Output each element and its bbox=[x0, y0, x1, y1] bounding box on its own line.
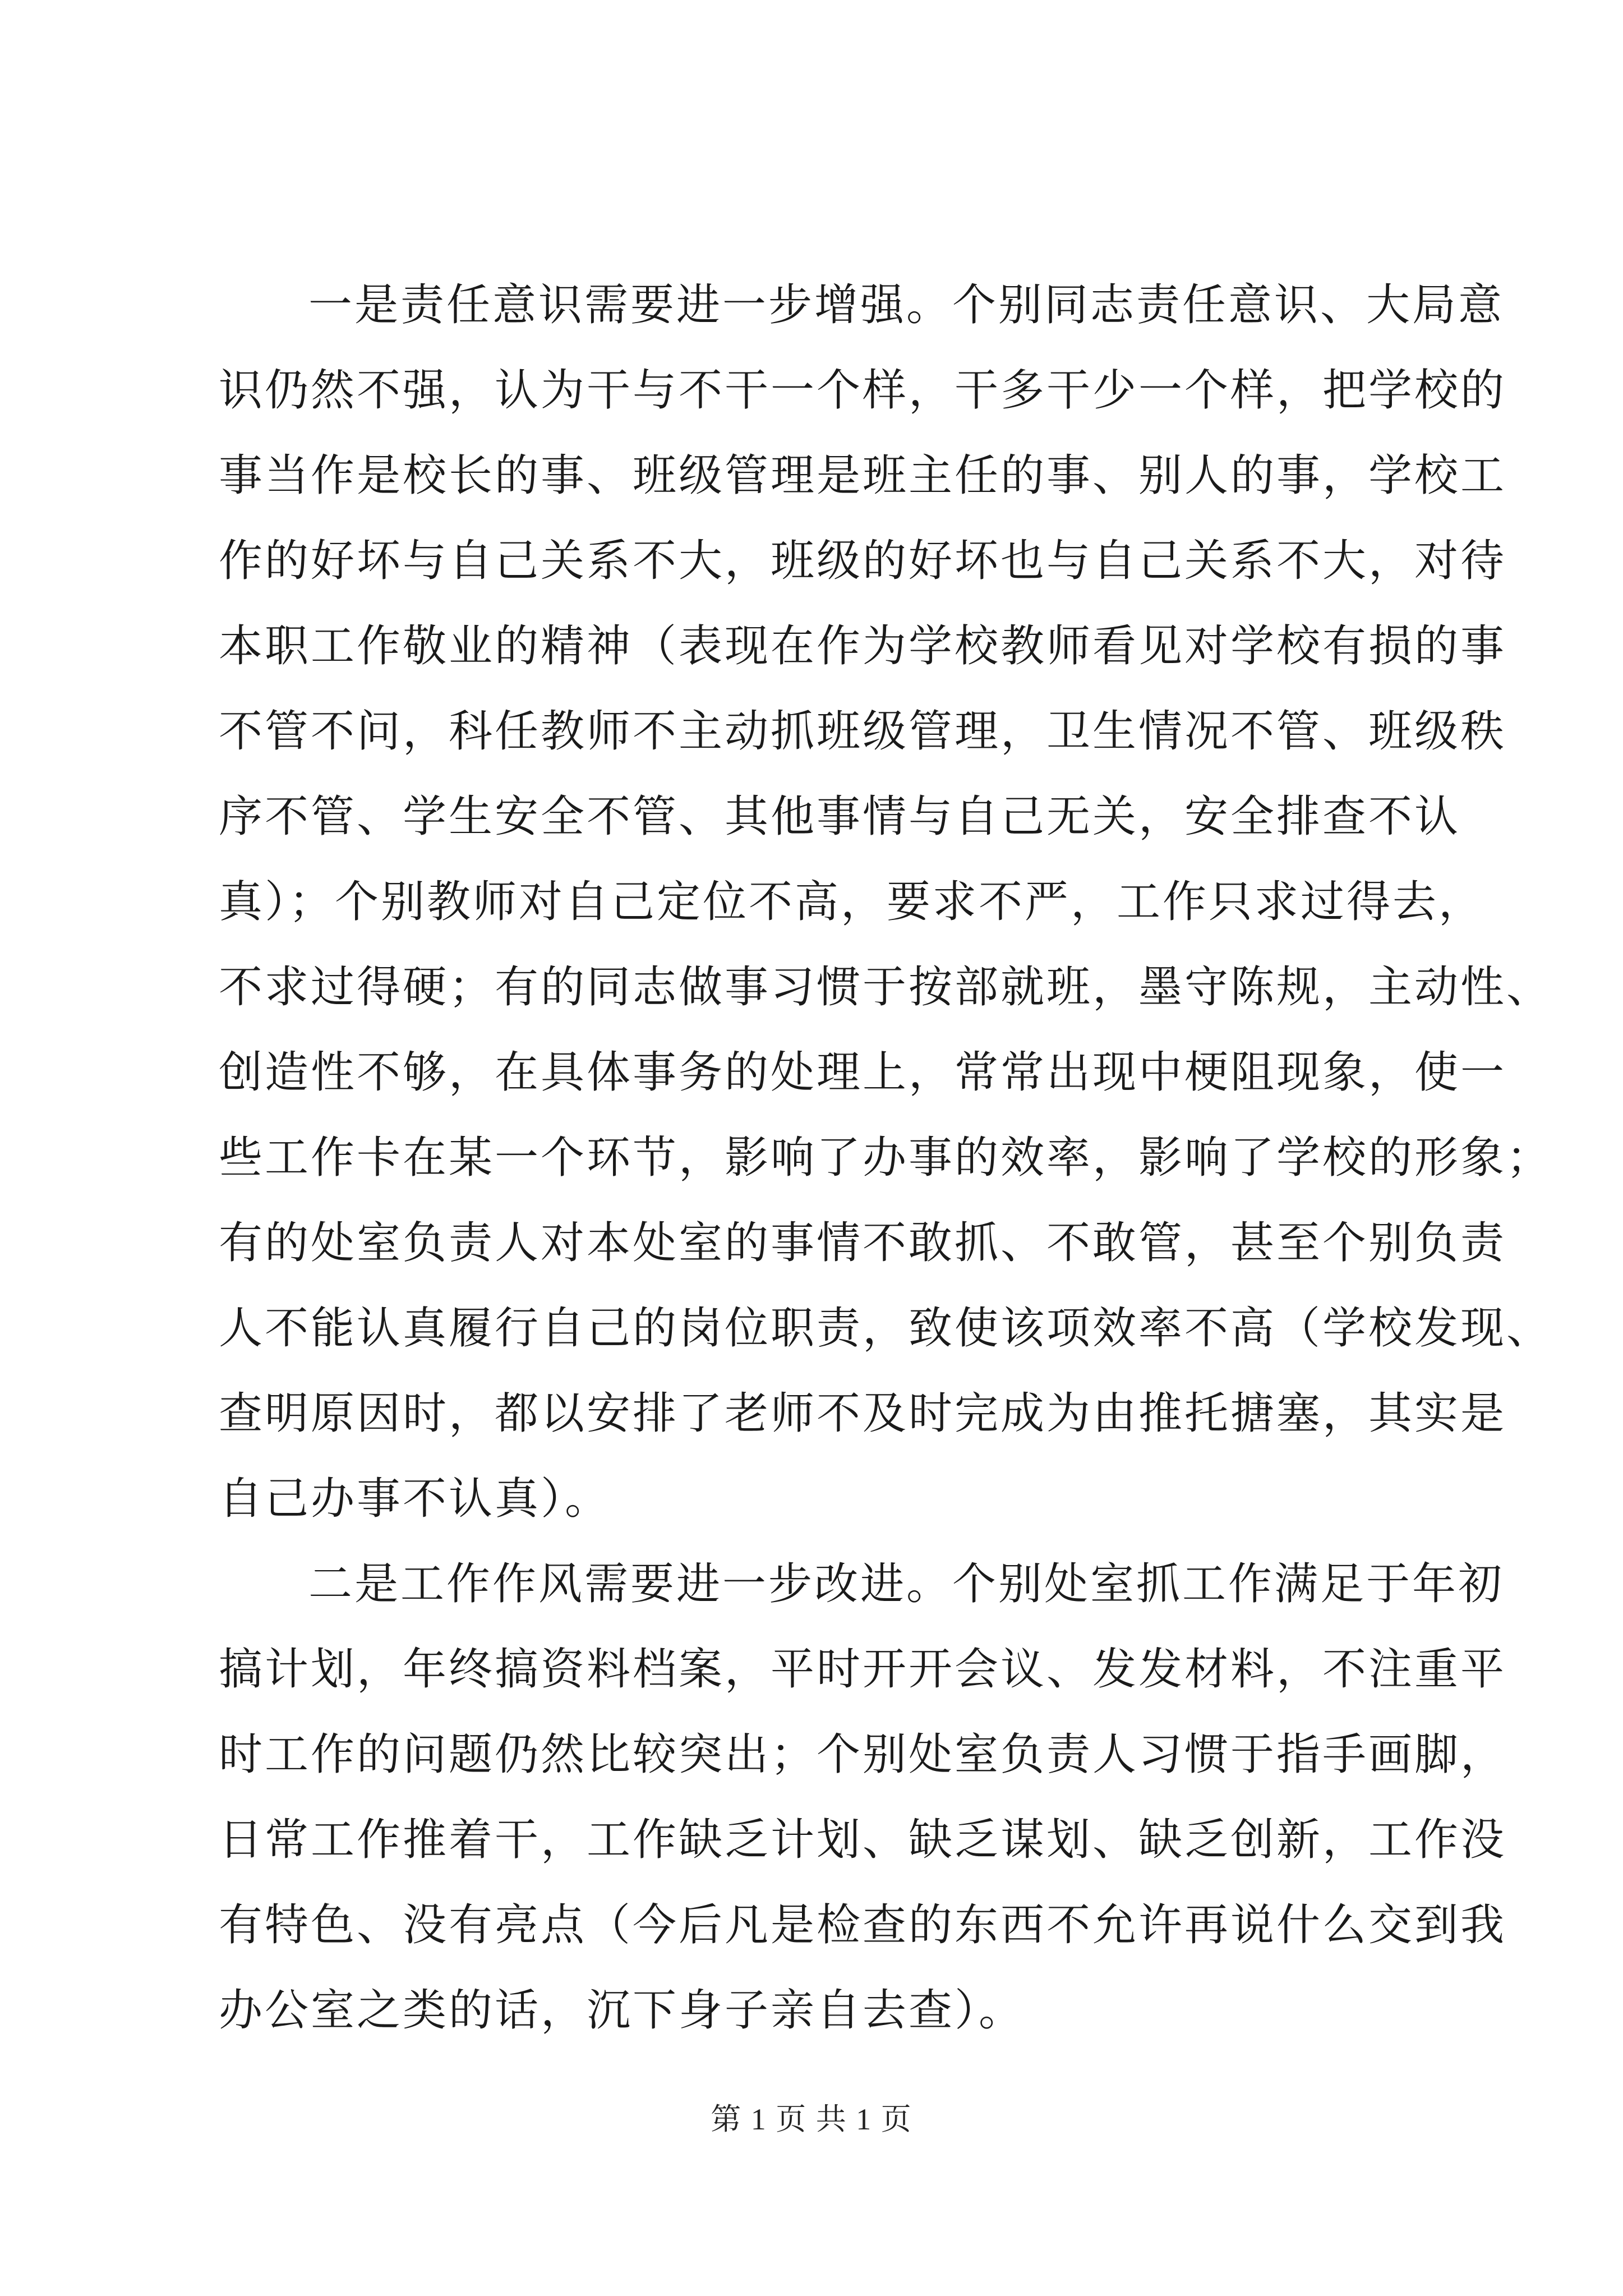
paragraph-line: 作的好坏与自己关系不大，班级的好坏也与自己关系不大，对待 bbox=[219, 536, 1507, 586]
paragraph-line: 序不管、学生安全不管、其他事情与自己无关，安全排查不认 bbox=[219, 792, 1461, 842]
document-body bbox=[219, 263, 1553, 2053]
paragraph-line: 日常工作推着干，工作缺乏计划、缺乏谋划、缺乏创新，工作没 bbox=[219, 1815, 1507, 1865]
page-number-footer: 第 1 页 共 1 页 bbox=[711, 2102, 912, 2136]
paragraph-line: 事当作是校长的事、班级管理是班主任的事、别人的事，学校工 bbox=[219, 450, 1507, 501]
paragraph-line: 有的处室负责人对本处室的事情不敢抓、不敢管，甚至个别负责 bbox=[219, 1218, 1507, 1268]
paragraph-1 bbox=[219, 263, 1553, 1542]
paragraph-line: 创造性不够，在具体事务的处理上，常常出现中梗阻现象，使一 bbox=[219, 1047, 1507, 1098]
paragraph-line: 人不能认真履行自己的岗位职责，致使该项效率不高（学校发现、 bbox=[219, 1303, 1553, 1354]
paragraph-line: 些工作卡在某一个环节，影响了办事的效率，影响了学校的形象； bbox=[219, 1133, 1553, 1183]
paragraph-line: 真）；个别教师对自己定位不高，要求不严，工作只求过得去， bbox=[219, 877, 1485, 927]
paragraph-line: 二是工作作风需要进一步改进。个别处室抓工作满足于年初 bbox=[308, 1559, 1505, 1609]
paragraph-line: 不求过得硬；有的同志做事习惯于按部就班，墨守陈规，主动性、 bbox=[219, 962, 1553, 1013]
paragraph-line: 办公室之类的话，沉下身子亲自去查）。 bbox=[219, 1985, 1025, 2036]
paragraph-line: 一是责任意识需要进一步增强。个别同志责任意识、大局意 bbox=[308, 280, 1505, 330]
paragraph-line: 搞计划，年终搞资料档案，平时开开会议、发发材料，不注重平 bbox=[219, 1644, 1507, 1695]
paragraph-line: 自己办事不认真）。 bbox=[219, 1474, 611, 1524]
paragraph-2 bbox=[219, 1542, 1507, 2053]
paragraph-line: 时工作的问题仍然比较突出；个别处室负责人习惯于指手画脚， bbox=[219, 1729, 1507, 1780]
paragraph-line: 识仍然不强，认为干与不干一个样，干多干少一个样，把学校的 bbox=[219, 365, 1507, 416]
paragraph-line: 本职工作敬业的精神（表现在作为学校教师看见对学校有损的事 bbox=[219, 621, 1507, 671]
paragraph-line: 查明原因时，都以安排了老师不及时完成为由推托搪塞，其实是 bbox=[219, 1388, 1507, 1439]
paragraph-line: 不管不问，科任教师不主动抓班级管理，卫生情况不管、班级秩 bbox=[219, 706, 1507, 757]
paragraph-line: 有特色、没有亮点（今后凡是检查的东西不允许再说什么交到我 bbox=[219, 1900, 1507, 1950]
